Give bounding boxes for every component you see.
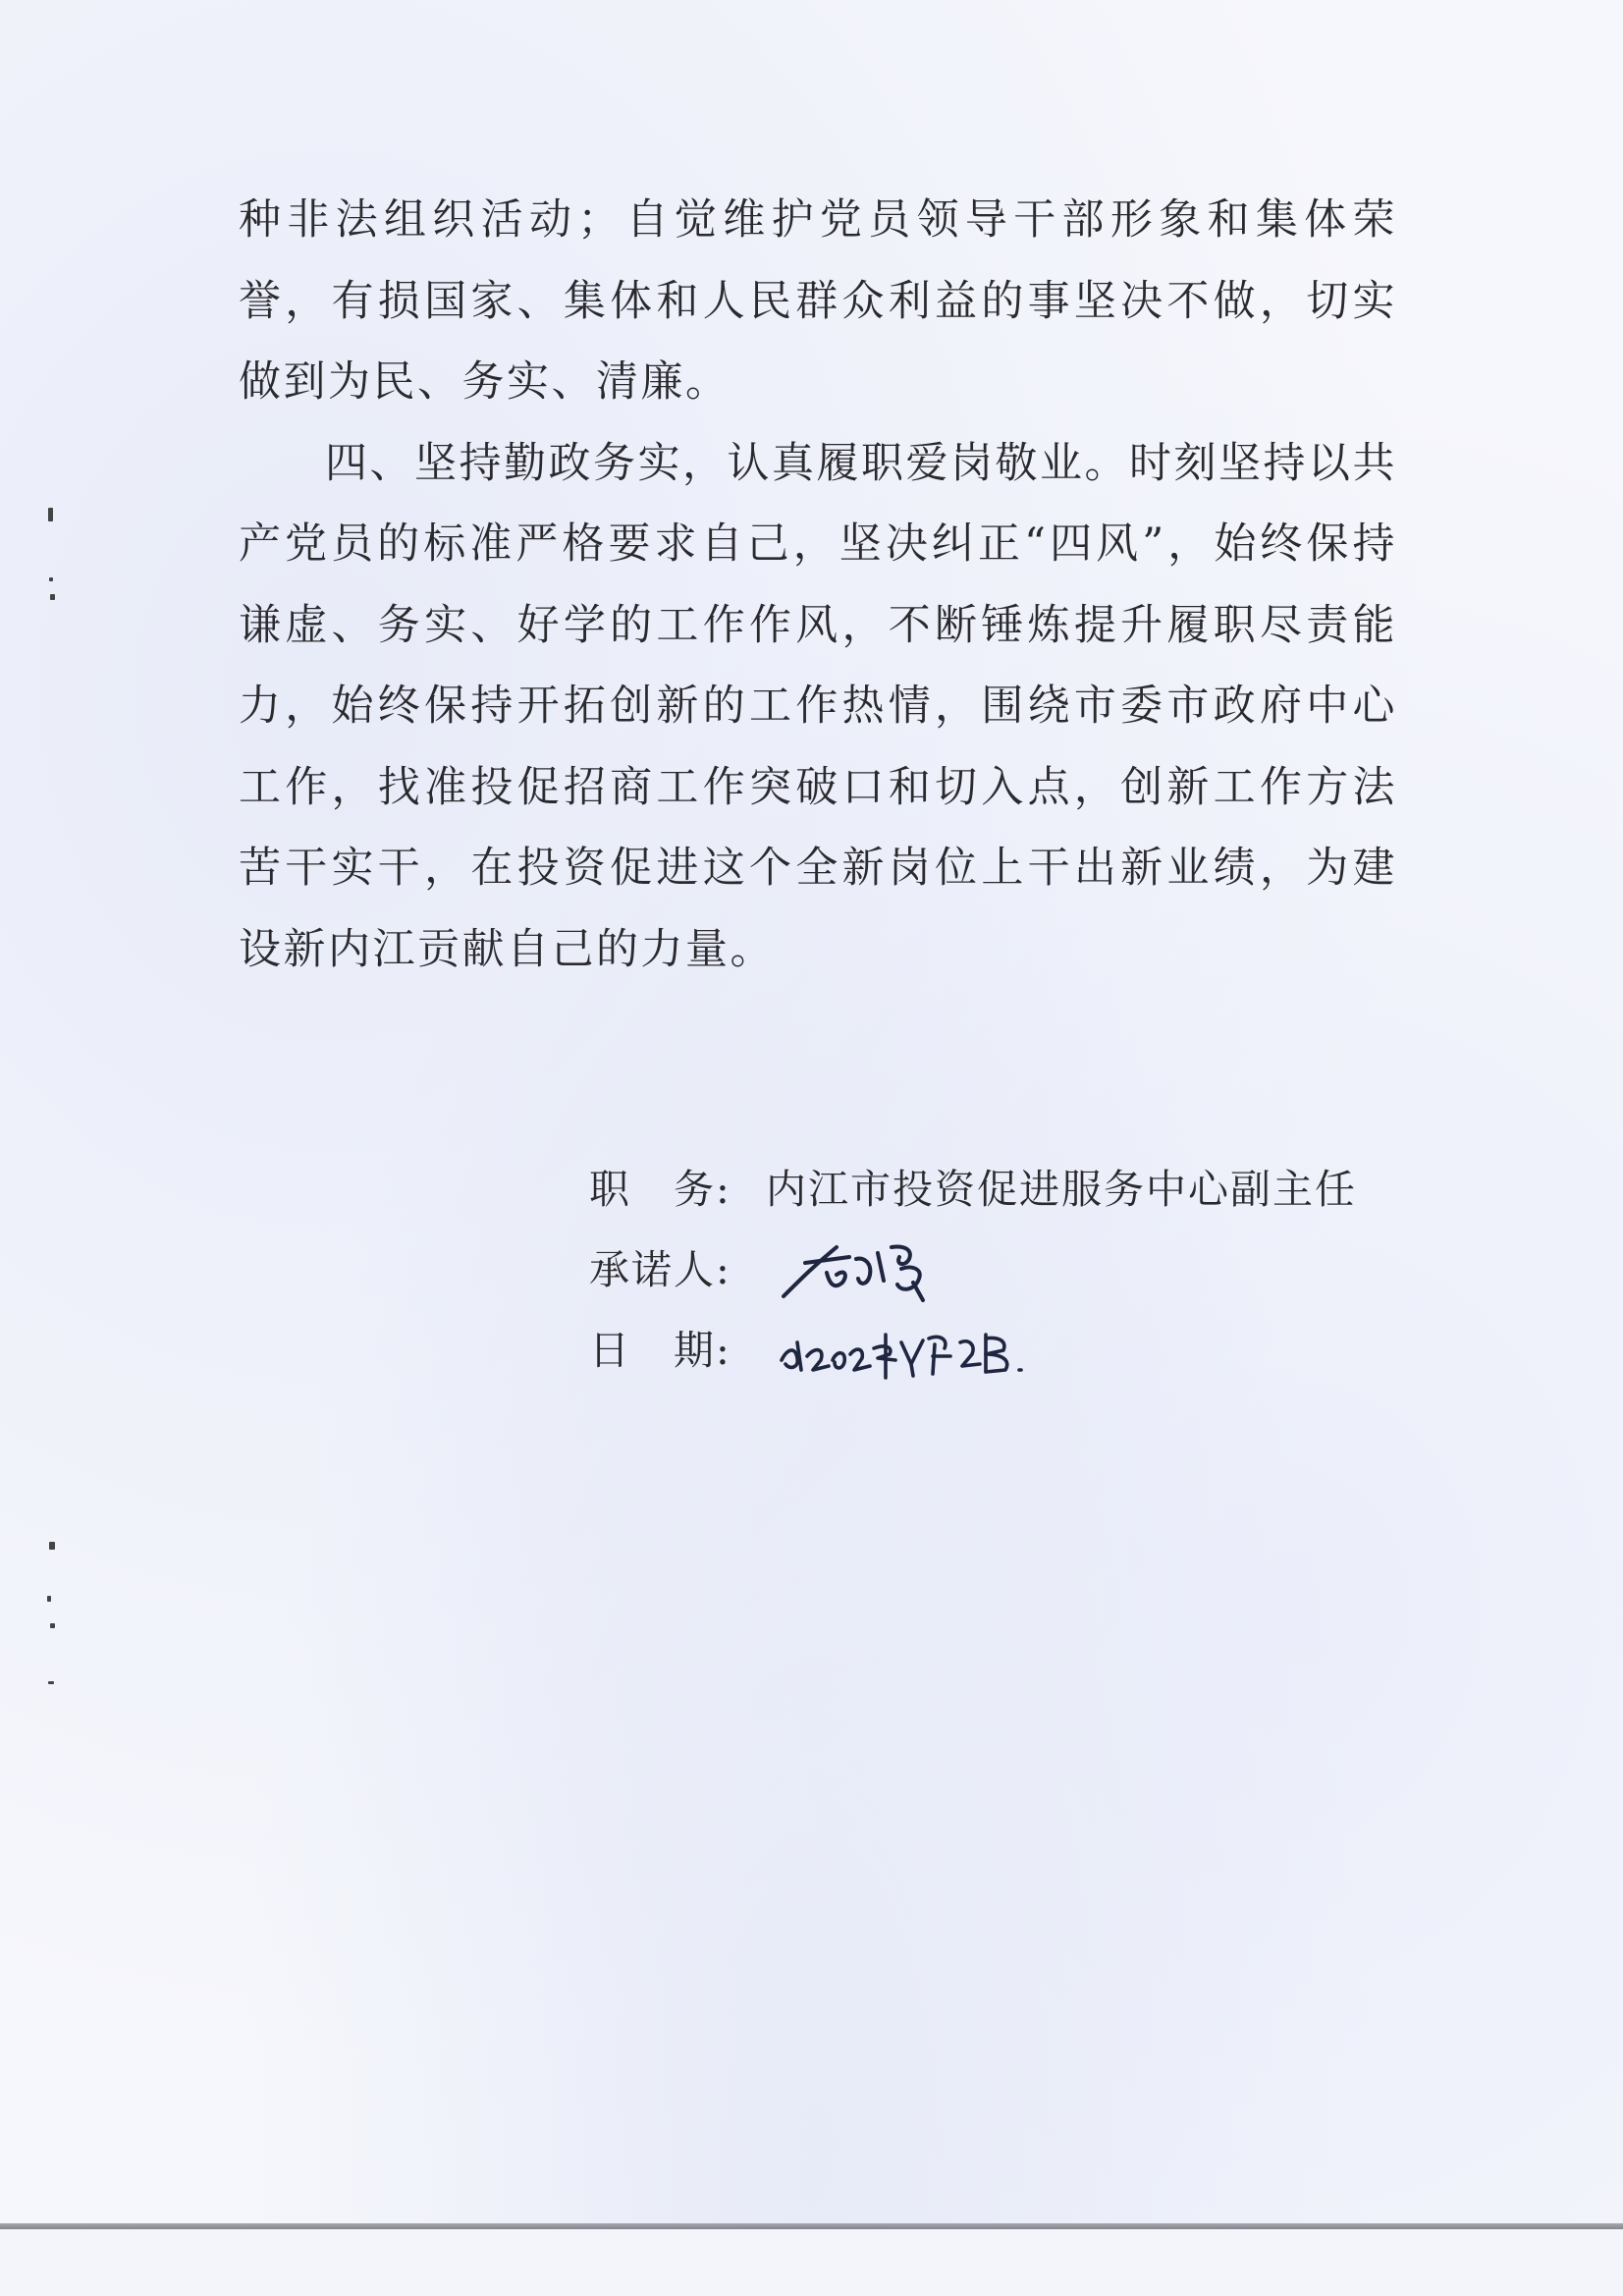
position-label: 职 务: — [589, 1166, 731, 1213]
binding-mark — [47, 1596, 51, 1602]
date-row — [589, 1310, 1357, 1391]
paragraph-continuation: 种非法组织活动；自觉维护党员领导干部形象和集体荣誉，有损国家、集体和人民群众利益的事坚决不做，切实做到为民、务实、清廉。 — [239, 195, 1397, 407]
date-label: 日 期: — [589, 1327, 731, 1374]
position-row — [589, 1149, 1357, 1230]
document-body — [239, 180, 1397, 990]
binding-mark — [48, 508, 53, 521]
signature-scribble-icon — [776, 1235, 962, 1304]
binding-mark — [49, 577, 53, 581]
promisor-label: 承诺人: — [589, 1246, 731, 1293]
binding-mark — [49, 1542, 55, 1550]
promisor-row — [589, 1230, 1357, 1310]
binding-mark — [48, 1681, 54, 1684]
paragraph-item-four: 四、坚持勤政务实，认真履职爱岗敬业。时刻坚持以共产党员的标准严格要求自己，坚决纠正“四风”，始终保持谦虚、务实、好学的工作作风，不断锤炼提升履职尽责能力，始终保持开拓创新的工作热情，围绕市委市政府中心工作，找准投促招商工作突破口和切入点，创新工作方法苦干实干，在投资促进这个全新岗位上干出新业绩，为建设新内江贡献自己的力量。 — [239, 438, 1397, 974]
handwritten-date — [776, 1321, 1051, 1380]
signature-block — [589, 1149, 1357, 1391]
binding-mark — [50, 1623, 55, 1628]
position-value: 内江市投资促进服务中心副主任 — [766, 1166, 1357, 1213]
handwritten-signature — [776, 1235, 962, 1304]
binding-mark — [50, 594, 55, 600]
date-scribble-icon — [776, 1321, 1051, 1380]
scan-bottom-margin — [0, 2229, 1623, 2296]
